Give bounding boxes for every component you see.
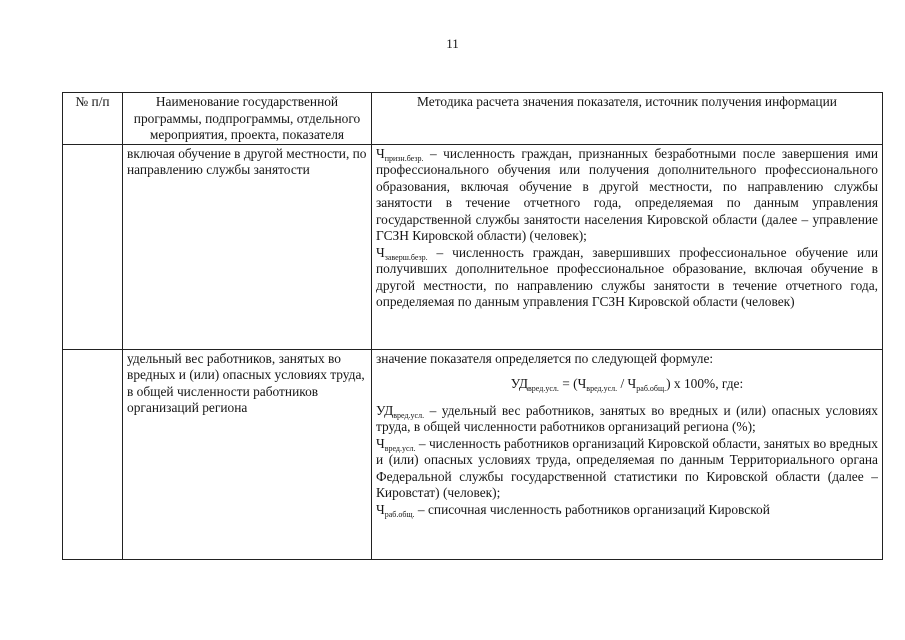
table-row xyxy=(63,349,883,559)
row-name: включая обучение в другой местности, по направлению службы занятости xyxy=(123,144,372,349)
method-paragraph: $Ч_{призн.безр.}$ – численность граждан, признанных безработными после завершения ими профессионального обучения или получения дополнительного профессионального образования, включая обучение в другой местности, по направлению службы занятости в течение отчетного года, определяемая по данным управления государственной службы занятости населения Кировской области (далее – управление ГСЗН Кировской области) (человек); xyxy=(376,145,878,243)
formula: $УД_{вред.усл.} = (Ч_{вред.усл.} / Ч_{раб.общ.})$ х 100%, где: xyxy=(510,376,744,393)
row-method xyxy=(372,349,883,559)
method-paragraph: $Ч_{заверш.безр.}$ – численность граждан, завершивших профессиональное обучение или получивших дополнительное профессиональное образование, включая обучение в другой местности, по направлению службы занятости в течение отчетного года, определяемая по данным управления ГСЗН Кировской области (человек) xyxy=(376,244,878,309)
table-row xyxy=(63,144,883,349)
page-number: 11 xyxy=(446,36,459,51)
definition-paragraph: $Ч_{вред.усл.}$ – численность работников организаций Кировской области, занятых во вредных и (или) опасных условиях труда, определяемая по данным Территориального органа Федеральной службы государственной статистики по Кировской области (далее – Кировстат) (человек); xyxy=(376,435,878,500)
row-num xyxy=(63,349,123,559)
indicator-table xyxy=(62,92,883,560)
definition-paragraph: $Ч_{раб.общ.}$ – списочная численность работников организаций Кировской xyxy=(376,501,770,519)
header-num: № п/п xyxy=(63,93,123,145)
table-header-row xyxy=(63,93,883,145)
header-method: Методика расчета значения показателя, источник получения информации xyxy=(372,93,883,145)
method-intro: значение показателя определяется по следующей формуле: xyxy=(376,350,714,366)
row-num xyxy=(63,144,123,349)
header-name: Наименование государственной программы, подпрограммы, отдельного мероприятия, проекта, показателя xyxy=(123,93,372,145)
row-method xyxy=(372,144,883,349)
definition-paragraph: $УД_{вред.усл.}$ – удельный вес работников, занятых во вредных и (или) опасных условиях труда, в общей численности работников организаций региона (%); xyxy=(376,402,878,434)
row-name: удельный вес работников, занятых во вредных и (или) опасных условиях труда, в общей численности работников организаций региона xyxy=(123,349,372,559)
